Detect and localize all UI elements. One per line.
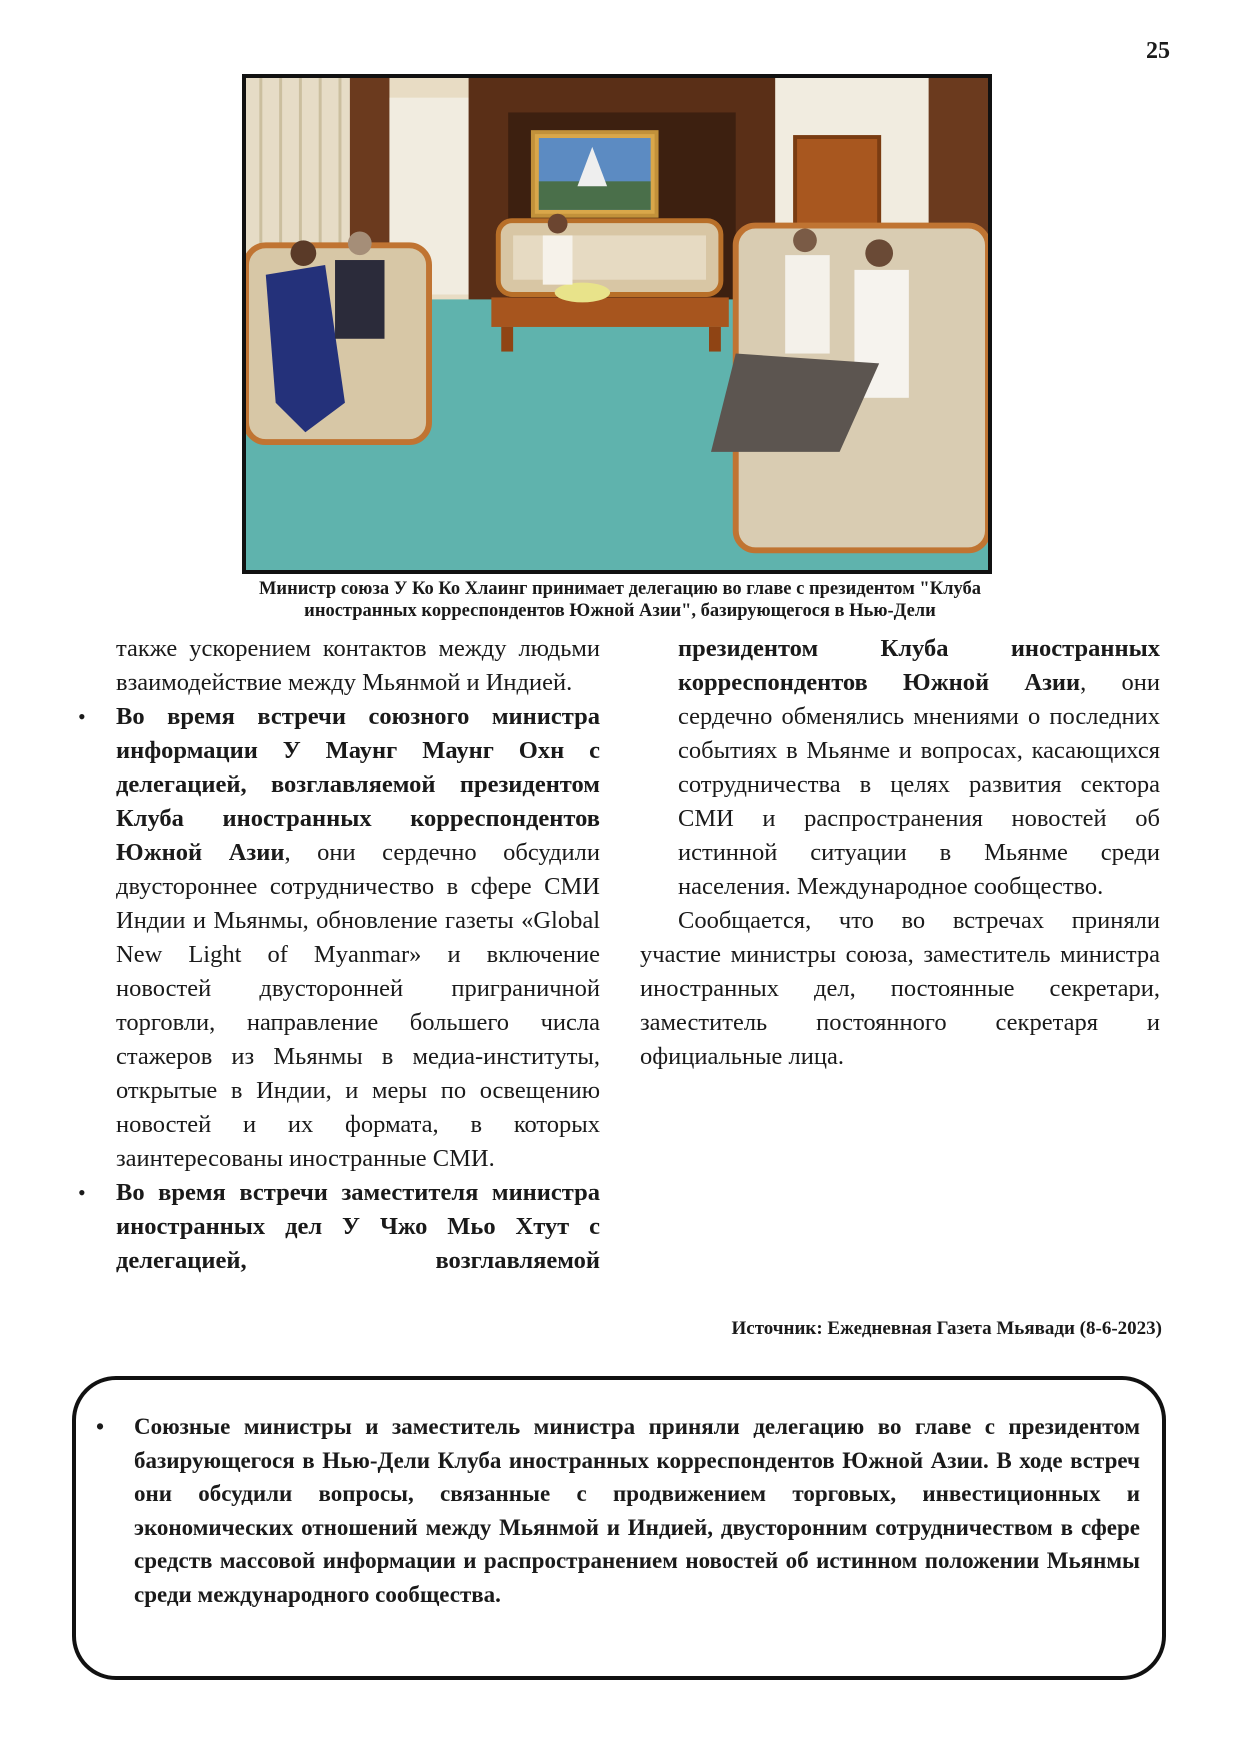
bullet-1-bold: Во время встречи союзного министра информации У Маунг Маунг Охн с делегацией, возглавляемой президентом Клуба иностранных корреспондентов Южной Азии: [116, 703, 600, 866]
meeting-photo: [242, 74, 992, 574]
summary-box: [72, 1376, 1166, 1680]
summary-text: • Союзные министры и заместитель министра приняли делегацию во главе с президентом базирующегося в Нью-Дели Клуба иностранных корреспондентов Южной Азии. В ходе встреч они обсудили вопросы, связанные с продвижением торговых, инвестиционных и экономических отношений между Мьянмой и Индией, двусторонним сотрудничеством в сфере средств массовой информации и распространением новостей об истинном положении Мьянмы среди международного сообщества.: [134, 1410, 1140, 1611]
left-column: [116, 632, 600, 1278]
left-paragraph: также ускорением контактов между людьми взаимодействие между Мьянмой и Индией.: [116, 635, 600, 696]
caption-line-1: Министр союза У Ко Ко Хлаинг принимает делегацию во главе с президентом "Клуба: [258, 579, 982, 599]
bullet-2-bold: Во время встречи заместителя министра иностранных дел У Чжо Мьо Хтут с делегацией, возглавляемой: [116, 1179, 600, 1274]
caption-line-2: иностранных корреспондентов Южной Азии", базирующегося в Нью-Дели: [304, 601, 936, 621]
bullet-1-text: , они сердечно обсудили двустороннее сотрудничество в сфере СМИ Индии и Мьянмы, обновление газеты «Global New Light of Myanmar» и включение новостей двусторонней приграничной торговли, направление большего числа стажеров из Мьянмы в медиа-институты, открытые в Индии, и меры по освещению новостей и их формата, в которых заинтересованы иностранные СМИ.: [116, 839, 601, 1172]
meeting-photo-illustration: [246, 78, 988, 570]
photo-caption: [180, 578, 1060, 622]
source-note: Источник: Ежедневная Газета Мьявади (8-6-2023): [731, 1318, 1162, 1339]
bullet-item-2: [116, 1176, 600, 1278]
page-number: 25: [1146, 38, 1170, 64]
right-column: [640, 632, 1160, 1074]
right-paragraph-1: [640, 632, 1160, 904]
right-paragraph-1-bold: президентом Клуба иностранных корреспондентов Южной Азии: [678, 635, 1160, 696]
bullet-item-1: [116, 700, 600, 1176]
right-paragraph-2-first-line: Сообщается, что во встречах приняли: [678, 907, 1160, 934]
right-paragraph-2-text: участие министры союза, заместитель министра иностранных дел, постоянные секретари, заместитель постоянного секретаря и официальные лица.: [640, 941, 1160, 1070]
right-paragraph-1-text: , они сердечно обменялись мнениями о последних событиях в Мьянме и вопросах, касающихся сотрудничества в целях развития сектора СМИ и распространения новостей об истинной ситуации в Мьянме среди населения. Международное сообщество.: [678, 669, 1160, 900]
